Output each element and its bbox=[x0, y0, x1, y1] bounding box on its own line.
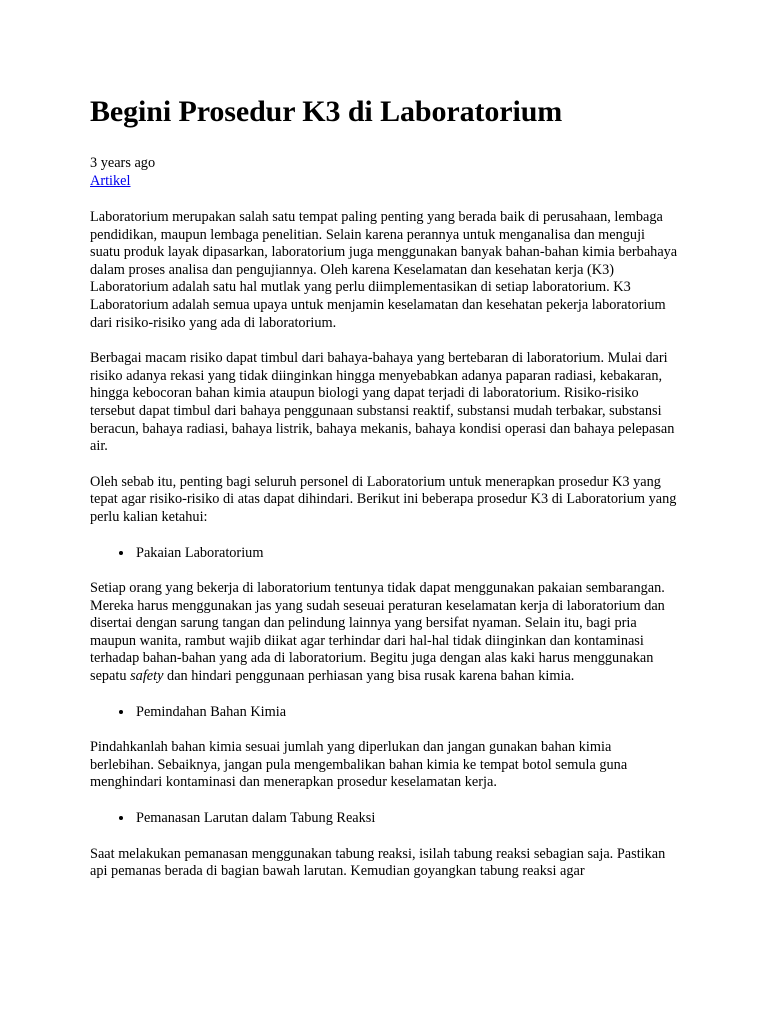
bullet-item-chemical-transfer: • Pemindahan Bahan Kimia bbox=[134, 704, 678, 722]
bullet-item-heating-solution: • Pemanasan Larutan dalam Tabung Reaksi bbox=[134, 810, 678, 828]
paragraph-procedures-intro: Oleh sebab itu, penting bagi seluruh personel di Laboratorium untuk menerapkan prosedur K3 yang tepat agar risiko-risiko di atas dapat dihindari. Berikut ini beberapa prosedur K3 di Laboratorium yang perlu kalian ketahui: bbox=[90, 473, 677, 525]
text-segment: Setiap orang yang bekerja di laboratorium tentunya tidak dapat menggunakan pakaian sembarangan. Mereka harus menggunakan jas yang sudah seseuai peraturan keselamatan kerja di laboratorium dan disertai dengan sarung tangan dan pelindung lainnya yang bersifat nyaman. Selain itu, bagi pria maupun wanita, rambut wajib diikat agar terhindar dari hal-hal tidak diinginkan dan kontaminasi terhadap bahan-bahan yang ada di laboratorium. Begitu juga dengan alas kaki harus menggunakan sepatu bbox=[90, 580, 665, 685]
paragraph-lab-clothing bbox=[90, 580, 678, 686]
paragraph-intro: Laboratorium merupakan salah satu tempat paling penting yang berada baik di perusahaan, lembaga pendidikan, maupun lembaga penelitian. Selain karena perannya untuk menganalisa dan menguji suatu produk layak dipasarkan, laboratorium juga menggunakan banyak bahan-bahan kimia berbahaya dalam proses analisa dan pengujiannya. Oleh karena Keselamatan dan kesehatan kerja (K3) Laboratorium adalah satu hal mutlak yang perlu diimplementasikan di setiap laboratorium. K3 Laboratorium adalah semua upaya untuk menjamin keselamatan dan kesehatan pekerja laboratorium dari risiko-risiko yang ada di laboratorium. bbox=[90, 209, 678, 331]
bullet-list-3 bbox=[90, 810, 678, 828]
category-link[interactable]: Artikel bbox=[90, 173, 131, 189]
article-title: Begini Prosedur K3 di Laboratorium bbox=[90, 95, 563, 128]
text-segment: dan hindari penggunaan perhiasan yang bisa rusak karena bahan kimia. bbox=[163, 668, 575, 685]
bullet-list-2 bbox=[90, 704, 678, 722]
article-meta bbox=[90, 154, 678, 190]
paragraph-risks: Berbagai macam risiko dapat timbul dari bahaya-bahaya yang bertebaran di laboratorium. Mulai dari risiko adanya rekasi yang tidak diinginkan hingga menyebabkan adanya paparan radiasi, kebakaran, hingga kebocoran bahan kimia ataupun biologi yang dapat terjadi di laboratorium. Risiko-risiko tersebut dapat timbul dari bahaya penggunaan substansi reaktif, substansi mudah terbakar, substansi beracun, bahaya radiasi, bahaya listrik, bahaya mekanis, bahaya kondisi operasi dan bahaya pelepasan air. bbox=[90, 350, 675, 455]
post-time: 3 years ago bbox=[90, 155, 156, 171]
article-body bbox=[90, 209, 678, 881]
paragraph-chemical-transfer: Pindahkanlah bahan kimia sesuai jumlah yang diperlukan dan jangan gunakan bahan kimia berlebihan. Sebaiknya, jangan pula mengembalikan bahan kimia ke tempat botol semula guna menghindari kontaminasi dan menerapkan prosedur keselamatan kerja. bbox=[90, 739, 628, 791]
bullet-item-lab-clothing: • Pakaian Laboratorium bbox=[134, 545, 678, 563]
italic-safety: safety bbox=[130, 668, 164, 685]
bullet-list-1 bbox=[90, 545, 678, 563]
paragraph-heating-solution: Saat melakukan pemanasan menggunakan tabung reaksi, isilah tabung reaksi sebagian saja. Pastikan api pemanas berada di bagian bawah larutan. Kemudian goyangkan tabung reaksi agar bbox=[90, 845, 666, 880]
